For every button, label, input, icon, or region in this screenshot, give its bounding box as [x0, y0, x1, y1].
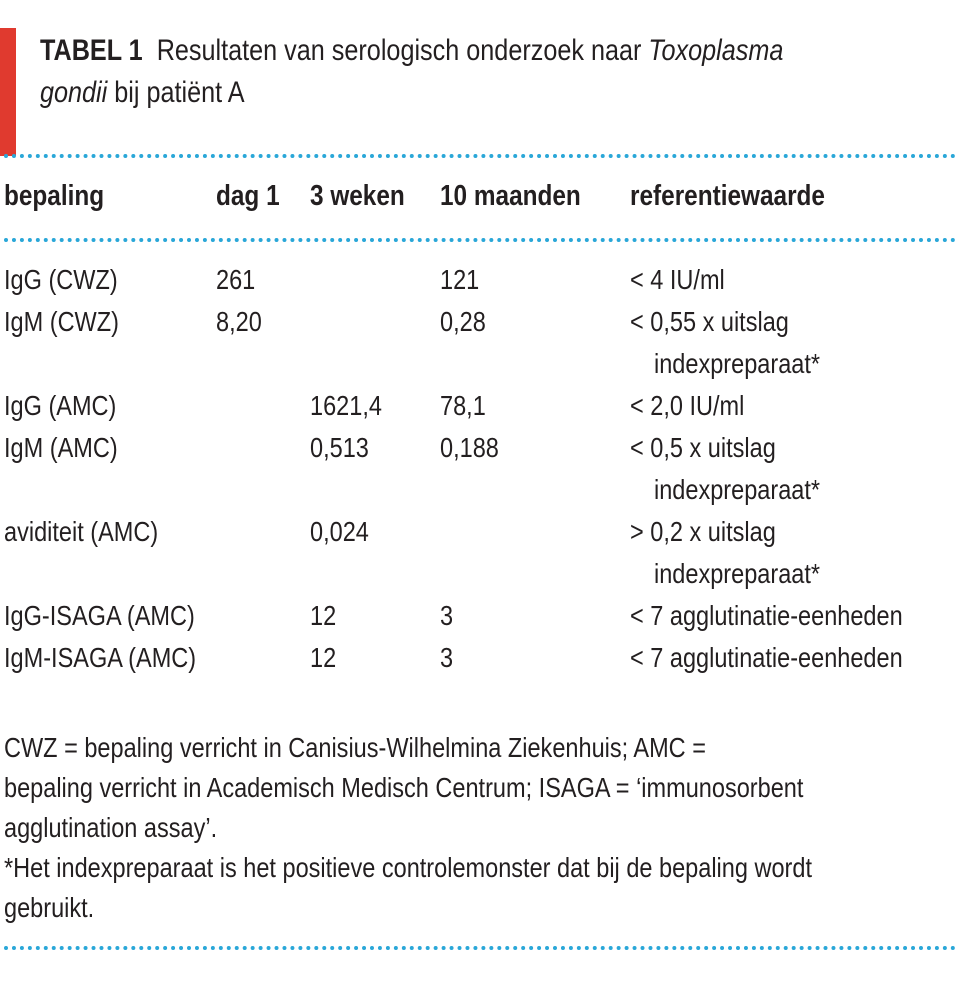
cell-bepaling: IgM (CWZ) [4, 306, 119, 337]
footnote-asterisk-line-2: gebruikt. [4, 892, 95, 923]
cell-10-maanden: 0,28 [440, 306, 486, 337]
table-title-organism-species: gondii [40, 76, 108, 109]
bottom-divider [4, 946, 956, 950]
cell-10-maanden: 3 [440, 642, 454, 673]
header-bepaling: bepaling [4, 180, 105, 212]
cell-bepaling: IgG-ISAGA (AMC) [4, 600, 195, 631]
cell-referentiewaarde: < 2,0 IU/ml [630, 390, 745, 421]
cell-bepaling: IgM (AMC) [4, 432, 118, 463]
cell-referentiewaarde: > 0,2 x uitslag [630, 516, 776, 547]
footnote-asterisk-line-1: *Het indexpreparaat is het positieve controlemonster dat bij de bepaling wordt [4, 852, 813, 883]
cell-referentiewaarde-continued: indexpreparaat* [654, 348, 821, 379]
cell-3-weken: 0,024 [310, 516, 369, 547]
cell-bepaling: IgG (CWZ) [4, 264, 118, 295]
cell-10-maanden: 0,188 [440, 432, 499, 463]
cell-10-maanden: 3 [440, 600, 454, 631]
table-title-text: Resultaten van serologisch onderzoek naar [156, 34, 642, 67]
cell-3-weken: 1621,4 [310, 390, 382, 421]
table-title-line-1 [40, 30, 796, 72]
header-10-maanden: 10 maanden [440, 180, 581, 212]
cell-3-weken: 12 [310, 642, 337, 673]
cell-10-maanden: 78,1 [440, 390, 486, 421]
header-3-weken: 3 weken [310, 180, 405, 212]
table-title [40, 30, 796, 114]
cell-3-weken: 12 [310, 600, 337, 631]
cell-dag-1: 8,20 [216, 306, 262, 337]
header-dag-1: dag 1 [216, 180, 280, 212]
cell-bepaling: aviditeit (AMC) [4, 516, 159, 547]
footnote-abbreviations-line-1: CWZ = bepaling verricht in Canisius-Wilhelmina Ziekenhuis; AMC = [4, 732, 706, 763]
table-title-organism-genus: Toxoplasma [648, 34, 784, 67]
header-referentiewaarde: referentiewaarde [630, 180, 825, 212]
cell-referentiewaarde: < 0,55 x uitslag [630, 306, 789, 337]
title-accent-bar [0, 28, 16, 156]
footnote-abbreviations-line-2: bepaling verricht in Academisch Medisch Centrum; ISAGA = ‘immunosorbent [4, 772, 804, 803]
table-label: TABEL 1 [40, 34, 143, 67]
table-footnotes [4, 728, 945, 928]
cell-referentiewaarde: < 0,5 x uitslag [630, 432, 776, 463]
header-divider [4, 238, 956, 242]
cell-3-weken: 0,513 [310, 432, 369, 463]
cell-referentiewaarde-continued: indexpreparaat* [654, 474, 821, 505]
cell-referentiewaarde: < 7 agglutinatie-eenheden [630, 600, 903, 631]
cell-referentiewaarde: < 7 agglutinatie-eenheden [630, 642, 903, 673]
cell-dag-1: 261 [216, 264, 256, 295]
cell-bepaling: IgM-ISAGA (AMC) [4, 642, 197, 673]
footnote-abbreviations-line-3: agglutination assay’. [4, 812, 218, 843]
cell-bepaling: IgG (AMC) [4, 390, 117, 421]
table-title-line-2 [40, 72, 796, 114]
cell-10-maanden: 121 [440, 264, 480, 295]
cell-referentiewaarde-continued: indexpreparaat* [654, 558, 821, 589]
top-divider [4, 154, 956, 158]
table-title-end: bij patiënt A [114, 76, 245, 109]
cell-referentiewaarde: < 4 IU/ml [630, 264, 725, 295]
